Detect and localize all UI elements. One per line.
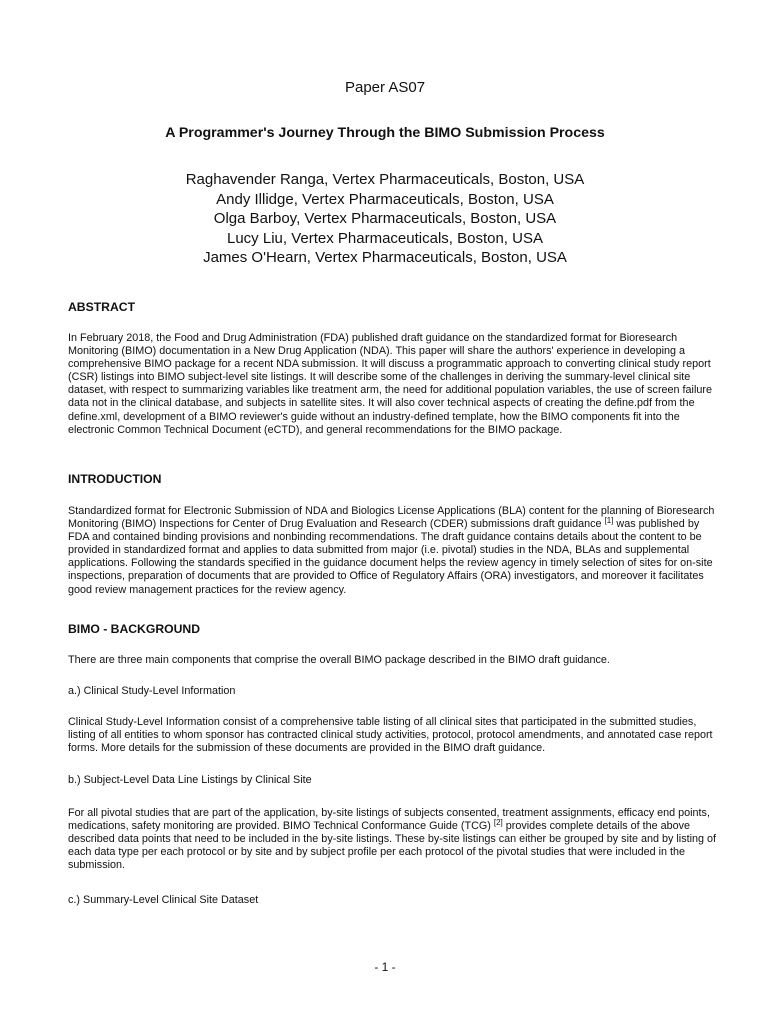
reference-1: [1] [604,516,614,526]
reference-2: [2] [493,818,503,828]
item-b-text [68,807,716,872]
author-line: Olga Barboy, Vertex Pharmaceuticals, Boston, USA [213,210,557,228]
item-a-text: Clinical Study-Level Information consist of a comprehensive table listing of all clinical sites that participated in the submitted studies, listing of all entities to whom sponsor has contracted clinical study activities, protocol, protocol amendments, and annotated case report forms. More details for the submission of these documents are provided in the BIMO draft guidance. [68,716,713,755]
introduction-heading: INTRODUCTION [68,472,162,486]
item-c-label: c.) Summary-Level Clinical Site Dataset [68,894,259,906]
item-b-text-part: provides complete details of the above described data points that need to be included in the by-site listings. These by-site listings can either be grouped by site and by listing of each data type per each protocol or by site and by subject profile per each protocol of the pivotal studies that were included in the submission. [68,820,717,872]
author-line: James O'Hearn, Vertex Pharmaceuticals, Boston, USA [203,249,567,267]
paper-id: Paper AS07 [344,79,426,96]
introduction-text-part: Standardized format for Electronic Submission of NDA and Biologics License Applications (BLA) content for the planning of Bioresearch Monitoring (BIMO) Inspections for Center of Drug Evaluation and Research (CDER) submissions draft guidance [68,505,715,531]
background-intro: There are three main components that comprise the overall BIMO package described in the BIMO draft guidance. [68,654,610,666]
page-number: - 1 - [374,960,396,974]
introduction-text [68,505,716,597]
author-line: Lucy Liu, Vertex Pharmaceuticals, Boston, USA [227,229,543,247]
author-list [0,170,770,268]
author-line: Andy Illidge, Vertex Pharmaceuticals, Boston, USA [216,190,554,208]
author-line: Raghavender Ranga, Vertex Pharmaceuticals, Boston, USA [185,171,585,188]
abstract-text: In February 2018, the Food and Drug Administration (FDA) published draft guidance on the standardized format for Bioresearch Monitoring (BIMO) documentation in a New Drug Application (NDA). This paper will share the authors' experience in developing a comprehensive BIMO package for a recent NDA submission. It will discuss a programmatic approach to converting clinical study report (CSR) listings into BIMO subject-level site listings. It will describe some of the challenges in deriving the summary-level clinical site dataset, with respect to summarizing variables like treatment arm, the need for additional population variables, the use of screen failure data not in the clinical database, and subjects in satellite sites. It will also cover technical aspects of creating the define.pdf from the define.xml, development of a BIMO reviewer's guide without an industry-defined template, how the BIMO components fit into the electronic Common Technical Document (eCTD), and general recommendations for the BIMO package. [68,332,712,436]
paper-title: A Programmer's Journey Through the BIMO Submission Process [165,125,605,141]
item-b-label: b.) Subject-Level Data Line Listings by Clinical Site [68,774,312,786]
item-b-text-part: For all pivotal studies that are part of the application, by-site listings of subjects consented, treatment assignments, efficacy end points, medications, safety monitoring are provided. BIMO Technical Conformance Guide (TCG) [68,807,710,833]
item-a-label: a.) Clinical Study-Level Information [68,685,236,697]
abstract-heading: ABSTRACT [68,300,136,314]
background-heading: BIMO - BACKGROUND [68,622,201,636]
introduction-text-part: was published by FDA and contained binding provisions and nonbinding recommendations. The draft guidance contains details about the content to be provided in standardized format and applies to data submitted from major (i.e. pivotal) studies in the NDA, BLAs and supplemental applications. Following the standards specified in the guidance document helps the review agency in timely selection of sites for on-site inspections, preparation of documents that are provided to Office of Regulatory Affairs (ORA) investigators, and moreover it facilitates good review management practices for the review agency. [68,518,713,596]
